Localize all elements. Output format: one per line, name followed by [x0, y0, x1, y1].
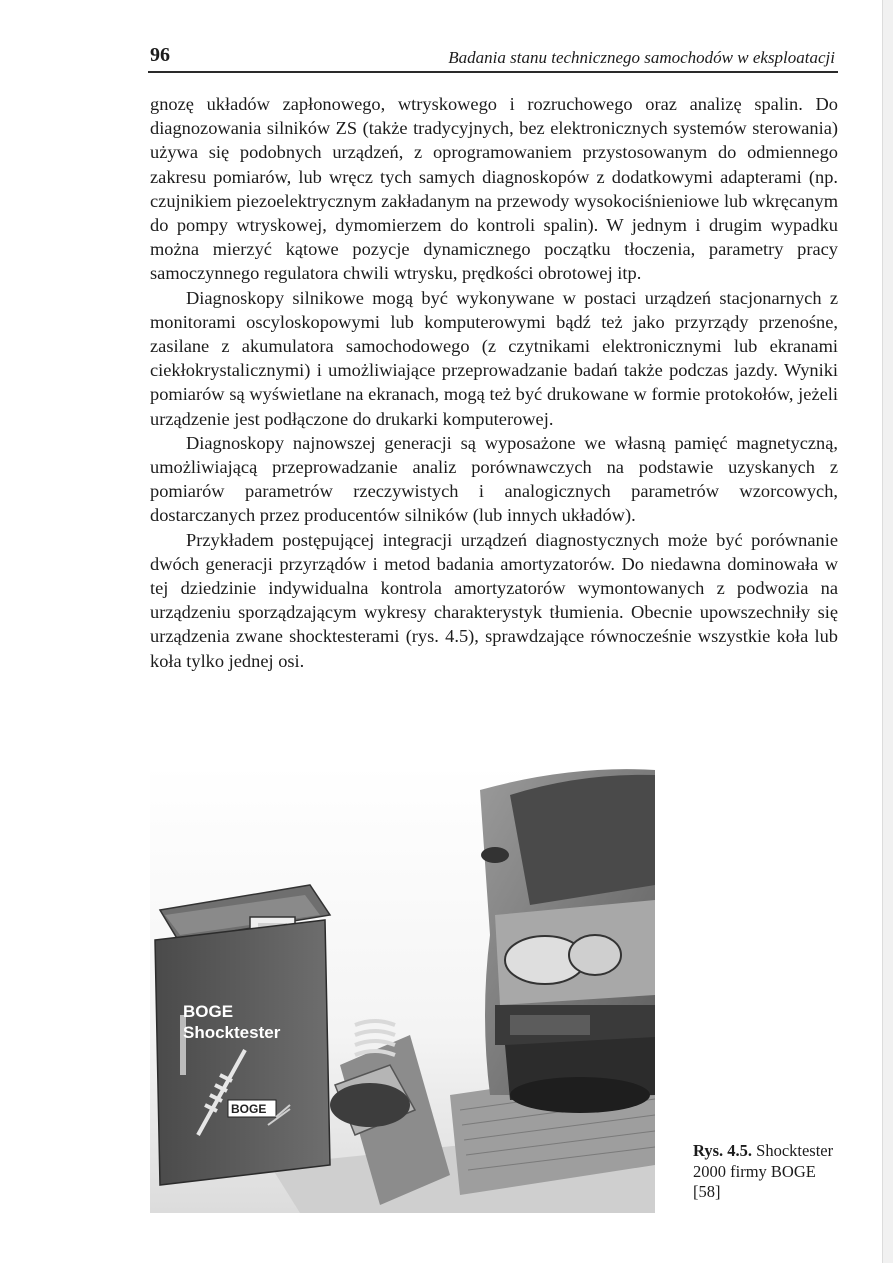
paragraph-3: Diagnoskopy najnowszej generacji są wyposażone we własną pamięć magnetyczną, umożliwiającą przeprowadzanie analiz porównawczych na podstawie uzyskanych z pomiarów parametrów rzeczywistych i analogicznych parametrów wzorcowych, dostarczanych przez producentów silników (lub innych układów). — [150, 432, 838, 526]
paragraph-4: Przykładem postępującej integracji urządzeń diagnostycznych może być porównanie dwóch generacji przyrządów i metod badania amortyzatorów. Do niedawna dominowała w tej dziedzinie indywidualna kontrola amortyzatorów wymontowanych z podwozia na urządzeniu sporządzającym wykresy charakterystyk tłumienia. Obecnie upowszechniły się urządzenia zwane shocktesterami (rys. 4.5), sprawdzające równocześnie wszystkie koła lub koła tylko jednej osi. — [150, 529, 838, 671]
figure-caption — [693, 1141, 843, 1203]
page-number: 96 — [150, 44, 170, 66]
body-text — [150, 92, 838, 673]
cabinet-model-label: Shocktester — [183, 1023, 281, 1042]
header-rule — [148, 71, 838, 73]
caption-text: Shocktester 2000 firmy BOGE [58] — [693, 1141, 834, 1201]
paragraph-2: Diagnoskopy silnikowe mogą być wykonywane w postaci urządzeń stacjonarnych z monitorami oscyloskopowymi lub komputerowymi bądź też jako przyrządy przenośne, zasilane z akumulatora samochodowego (z czytnikami elektronicznymi lub ekranami ciekłokrystalicznymi) i umożliwiające przeprowadzanie badań także podczas jazdy. Wyniki pomiarów są wyświetlane na ekranach, mogą też być drukowane w formie protokołów, jeżeli urządzenie jest podłączone do drukarki komputerowej. — [150, 287, 838, 429]
figure-shocktester-photo — [150, 765, 655, 1213]
logo-label: BOGE — [231, 1102, 267, 1116]
paragraph-1: gnozę układów zapłonowego, wtryskowego i rozruchowego oraz analizę spalin. Do diagnozowania silników ZS (także tradycyjnych, bez elektronicznych systemów sterowania) używa się podobnych urządzeń, z oprogramowaniem przystosowanym do odmiennego zakresu pomiarów, lub wręcz tych samych diagnoskopów z dodatkowymi adapterami (np. czujnikiem piezoelektrycznym zakładanym na przewody wysokociśnieniowe lub wkręcanym do pompy wtryskowej, dymomierzem do kontroli spalin). W jednym i drugim wypadku można mierzyć kątowe pozycje dynamicznego początku tłoczenia, parametry pracy samoczynnego regulatora chwili wtrysku, prędkości obrotowej itp. — [150, 94, 838, 284]
cabinet-brand-label: BOGE — [183, 1002, 234, 1021]
running-title: Badania stanu technicznego samochodów w eksploatacji — [448, 48, 835, 67]
car-front — [480, 769, 655, 1113]
shocktester-cabinet — [155, 885, 330, 1185]
page-edge — [882, 0, 893, 1263]
caption-label: Rys. 4.5. — [693, 1141, 753, 1160]
